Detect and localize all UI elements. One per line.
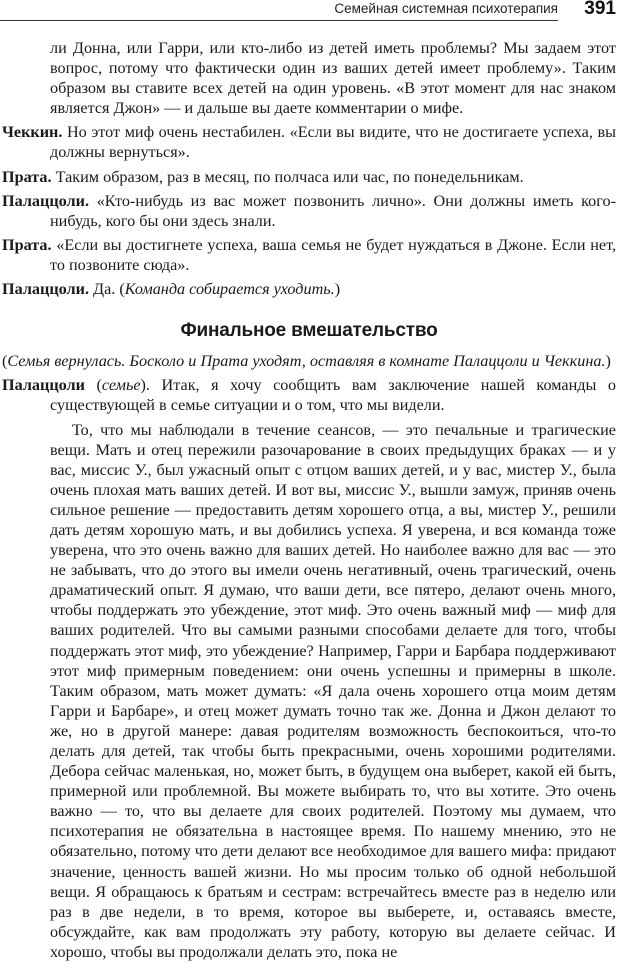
paragraph-text: ли Донна, или Гарри, или кто-либо из детей иметь проблемы? Мы задаем этот вопрос, потому что фактически один из ваших детей имеет проблему». Таким образом вы ставите всех детей на один уровень. «В этот момент для нас знаком является Джон» — и дальше вы даете комментарии о мифе. [50,39,616,118]
dialogue-text: Да. ( [89,280,125,299]
dialogue-text: Таким образом, раз в месяц, по полчаса или час, по понедельникам. [51,167,524,186]
stage-direction-text: Семья вернулась. Босколо и Прата уходят, оставляя в комнате Палаццоли и Чеккина. [7,352,606,371]
dialogue-line-prata [2,167,616,187]
stage-direction-inline: семье [101,376,141,395]
page-body [2,38,616,966]
continued-paragraph [2,38,616,118]
stage-direction [2,351,616,371]
dialogue-text: ( [84,376,102,395]
speaker-name: Прата. [2,235,52,254]
dialogue-text: Но этот миф очень нестабилен. «Если вы видите, что не достигаете успеха, вы должны вернуться». [50,123,616,162]
running-header-title: Семейная системная психотерапия [334,1,558,16]
dialogue-line-prata [2,235,616,275]
paren-open: ( [2,352,8,371]
monologue-paragraph [2,420,616,963]
dialogue-text: «Кто-нибудь из вас может позвонить лично». Они должны иметь кого-нибудь, кого бы они здесь знали. [50,191,616,230]
page-number: 391 [584,0,616,19]
speaker-name: Чеккин. [2,123,63,142]
dialogue-text: ) [334,280,341,299]
dialogue-text: ). Итак, я хочу сообщить вам заключение нашей команды о существующей в семье ситуации и о том, что мы видели. [50,376,616,415]
running-header [0,0,620,20]
speaker-name: Прата. [2,167,52,186]
speaker-name: Палаццоли. [2,280,89,299]
paragraph-text: То, что мы наблюдали в течение сеансов, — это печальные и трагические вещи. Мать и отец пережили разочарование в своих предыдущих браках — и у вас, миссис У., был ужасный опыт с отцом ваших детей, и у вас, мистер У., была очень плохая мать ваших детей. И вот вы, миссис У., вышли замуж, приняв очень сильное решение — предоставить детям хорошего отца, а вы, мистер У., решили дать детям хорошую мать, и вы добились успеха. Я уверена, и вся команда тоже уверена, что это очень важно для ваших детей. Но наиболее важно для вас — это не забывать, что до этого вы имели очень негативный, очень трагический, очень драматический опыт. Я думаю, что ваши дети, все пятеро, делают очень много, чтобы поддержать это убеждение, этот миф. Это очень важный миф — миф для ваших родителей. Что вы самыми разными способами делаете для того, чтобы поддержать этот миф, это убеждение? Например, Гарри и Барбара поддерживают этот миф примерным поведением: они очень успешны и примерны в школе. Таким образом, мать может думать: «Я дала очень хорошего отца моим детям Гарри и Барбаре», и отец может думать точно так же. Донна и Джон делают то же, но в другой манере: давая родителям возможность беспокоиться, что-то делать для детей, так чтобы быть прекрасными, очень хорошими родителями. Дебора сейчас маленькая, но, может быть, в будущем она выберет, какой ей быть, примерной или проблемной. Вы можете выбирать то, что вы хотите. Это очень важно — то, что вы делаете для своих родителей. Поэтому мы думаем, что психотерапия не обязательна в настоящее время. По нашему мнению, это не обязательно, потому что дети делают все необходимое для вашего мифа: придают значение, ценность вашей жизни. Но мы просим только об одной небольшой вещи. Я обращаюсь к братьям и сестрам: встречайтесь вместе раз в неделю или раз в две недели, в то время, которое вы выберете, и, оставаясь вместе, обсуждайте, как вам продолжать эту работу, которую вы делаете сейчас. И хорошо, чтобы вы продолжали делать это, пока не [50,420,616,961]
dialogue-line-palazzoli [2,191,616,231]
speaker-name: Палаццоли [2,376,85,395]
paren-close: ) [605,352,611,371]
dialogue-text: «Если вы достигнете успеха, ваша семья не будет нуждаться в Джоне. Если нет, то позвоните сюда». [50,235,616,274]
dialogue-line-palazzoli [2,279,616,299]
header-rule [0,20,558,21]
dialogue-line-checchin [2,122,616,162]
dialogue-line-palazzoli [2,375,616,415]
stage-direction-inline: Команда собирается уходить. [124,280,335,299]
speaker-name: Палаццоли. [2,191,89,210]
section-heading: Финальное вмешательство [180,320,438,342]
